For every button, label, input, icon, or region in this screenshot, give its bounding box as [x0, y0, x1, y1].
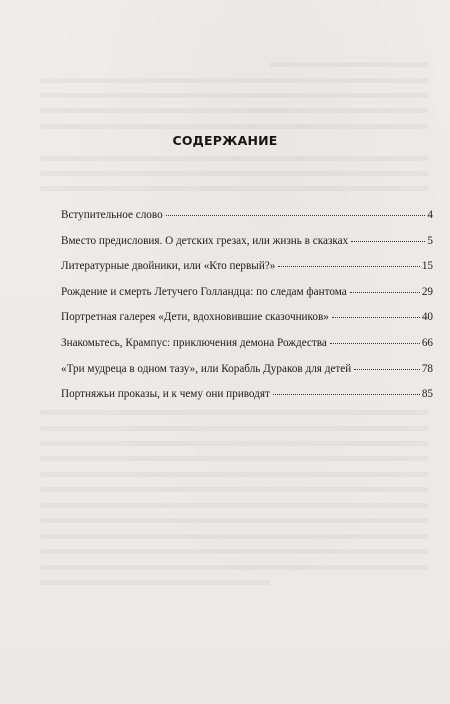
show-through-line	[40, 124, 428, 129]
toc-entry[interactable]	[61, 285, 433, 311]
dot-leader	[351, 241, 425, 242]
dot-leader	[330, 343, 420, 344]
dot-leader	[166, 215, 426, 216]
toc-entry-page: 5	[427, 234, 433, 247]
toc-entry-title: Знакомьтесь, Крампус: приключения демона Рождества	[61, 336, 327, 349]
toc-entry-page: 40	[421, 311, 433, 324]
toc-entry[interactable]	[61, 336, 433, 362]
toc-entry-page: 66	[421, 336, 433, 349]
toc-entry[interactable]	[61, 310, 433, 336]
show-through-line	[40, 580, 270, 585]
toc-entry-page: 15	[421, 260, 433, 273]
dot-leader	[278, 266, 419, 267]
toc-entry-title: Вместо предисловия. О детских грезах, или жизнь в сказках	[61, 234, 349, 247]
show-through-line	[40, 534, 428, 539]
toc-entry[interactable]	[61, 362, 433, 388]
show-through-line	[40, 472, 428, 477]
show-through-line	[40, 186, 428, 191]
show-through-line	[40, 456, 428, 461]
show-through-line	[40, 156, 428, 161]
toc-entry[interactable]	[61, 208, 433, 234]
show-through-line	[40, 441, 428, 446]
toc-title: СОДЕРЖАНИЕ	[172, 133, 278, 148]
show-through-line	[40, 171, 428, 176]
dot-leader	[273, 394, 420, 395]
toc-entry-title: Портняжьи проказы, и к чему они приводят	[61, 388, 270, 401]
toc-entry-page: 4	[427, 209, 433, 221]
dot-leader	[332, 317, 420, 318]
toc-entry[interactable]	[61, 259, 433, 285]
dot-leader	[350, 292, 420, 293]
toc-entry-title: Вступительное слово	[61, 209, 163, 221]
show-through-line	[270, 62, 428, 67]
show-through-line	[40, 78, 428, 83]
show-through-line	[40, 503, 428, 508]
show-through-line	[40, 518, 428, 523]
show-through-line	[40, 426, 428, 431]
table-of-contents	[61, 208, 433, 413]
toc-entry-page: 29	[421, 285, 433, 298]
toc-entry-title: Литературные двойники, или «Кто первый?»	[61, 260, 276, 273]
dot-leader	[354, 369, 420, 370]
toc-entry-title: Рождение и смерть Летучего Голландца: по следам фантома	[61, 285, 347, 298]
show-through-line	[40, 549, 428, 554]
toc-entry-title: «Три мудреца в одном тазу», или Корабль Дураков для детей	[61, 362, 352, 375]
toc-entry[interactable]	[61, 234, 433, 260]
toc-entry[interactable]	[61, 387, 433, 413]
toc-entry-page: 78	[421, 362, 433, 375]
show-through-line	[40, 565, 428, 570]
show-through-line	[40, 93, 428, 98]
toc-entry-title: Портретная галерея «Дети, вдохновившие сказочников»	[61, 311, 329, 324]
toc-entry-page: 85	[421, 388, 433, 401]
show-through-line	[40, 487, 428, 492]
show-through-line	[40, 108, 428, 113]
